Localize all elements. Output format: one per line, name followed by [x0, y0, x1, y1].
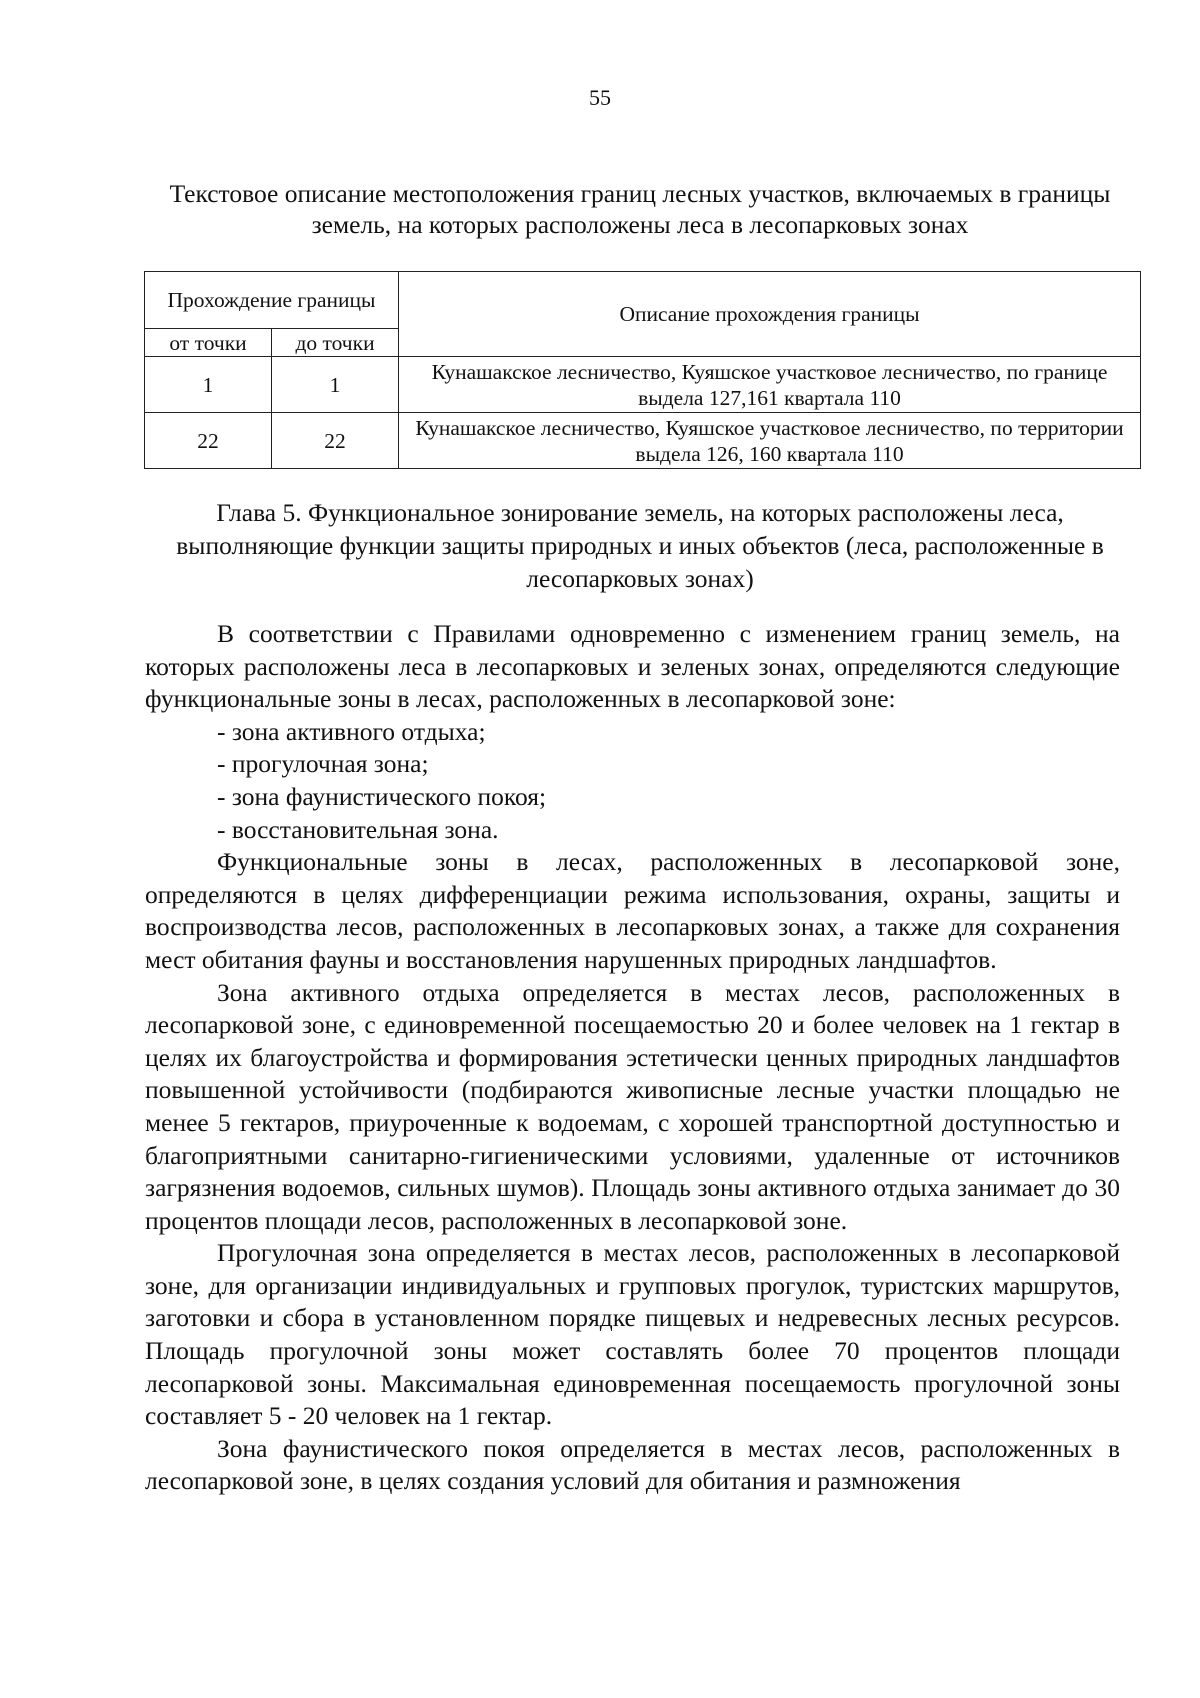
paragraph-walking-zone: Прогулочная зона определяется в местах лесов, расположенных в лесопарковой зоне, для организации индивидуальных и групповых прогулок, туристских маршрутов, заготовки и сбора в установленном порядке пищевых и недревесных лесных ресурсов. Площадь прогулочной зоны может составлять более 70 процентов площади лесопарковой зоны. Максимальная единовременная посещаемость прогулочной зоны составляет 5 - 20 человек на 1 гектар.: [145, 1238, 1120, 1431]
header-description: Описание прохождения границы: [399, 272, 1141, 357]
paragraph-purpose: Функциональные зоны в лесах, расположенных в лесопарковой зоне, определяются в целях дифференциации режима использования, охраны, защиты и воспроизводства лесов, расположенных в лесопарковых зонах, а также для сохранения мест обитания фауны и восстановления нарушенных природных ландшафтов.: [145, 847, 1120, 974]
list-item: - зона фаунистического покоя;: [217, 781, 547, 811]
list-item: - прогулочная зона;: [217, 749, 429, 779]
header-boundary-passage: Прохождение границы: [145, 272, 399, 329]
zones-list: [145, 716, 1120, 846]
paragraph-intro: В соответствии с Правилами одновременно с изменением границ земель, на которых расположены леса в лесопарковых и зеленых зонах, определяются следующие функциональные зоны в лесах, расположенных в лесопарковой зоне:: [145, 619, 1120, 714]
cell-from: 1: [145, 357, 272, 413]
body-text: [145, 618, 1120, 1498]
header-to-point: до точки: [272, 329, 399, 357]
paragraph-fauna-zone: Зона фаунистического покоя определяется в местах лесов, расположенных в лесопарковой зоне, в целях создания условий для обитания и размножения: [145, 1433, 1120, 1496]
chapter-title: Глава 5. Функциональное зонирование земель, на которых расположены леса, выполняющие функции защиты природных и иных объектов (леса, расположенные в лесопарковых зонах): [176, 498, 1104, 593]
page-number: 55: [589, 85, 611, 110]
cell-description: Кунашакское лесничество, Куяшское участковое лесничество, по территории выдела 126, 160 квартала 110: [399, 413, 1141, 469]
cell-from: 22: [145, 413, 272, 469]
header-from-point: от точки: [145, 329, 272, 357]
table-row: [145, 413, 1141, 469]
paragraph-active-zone: Зона активного отдыха определяется в местах лесов, расположенных в лесопарковой зоне, с единовременной посещаемостью 20 и более человек на 1 гектар в целях их благоустройства и формирования эстетически ценных природных ландшафтов повышенной устойчивости (подбираются живописные лесные участки площадью не менее 5 гектаров, приуроченные к водоемам, с хорошей транспортной доступностью и благоприятными санитарно-гигиеническими условиями, удаленные от источников загрязнения водоемов, сильных шумов). Площадь зоны активного отдыха занимает до 30 процентов площади лесов, расположенных в лесопарковой зоне.: [145, 977, 1120, 1235]
cell-to: 22: [272, 413, 399, 469]
table-caption: Текстовое описание местоположения границ лесных участков, включаемых в границы земель, на которых расположены леса в лесопарковых зонах: [169, 179, 1111, 239]
cell-to: 1: [272, 357, 399, 413]
table-row: [145, 357, 1141, 413]
boundary-table: [144, 271, 1141, 469]
table-header-row: [145, 272, 1141, 329]
list-item: - зона активного отдыха;: [217, 716, 486, 746]
cell-description: Кунашакское лесничество, Куяшское участковое лесничество, по границе выдела 127,161 квартала 110: [399, 357, 1141, 413]
list-item: - восстановительная зона.: [217, 814, 499, 844]
